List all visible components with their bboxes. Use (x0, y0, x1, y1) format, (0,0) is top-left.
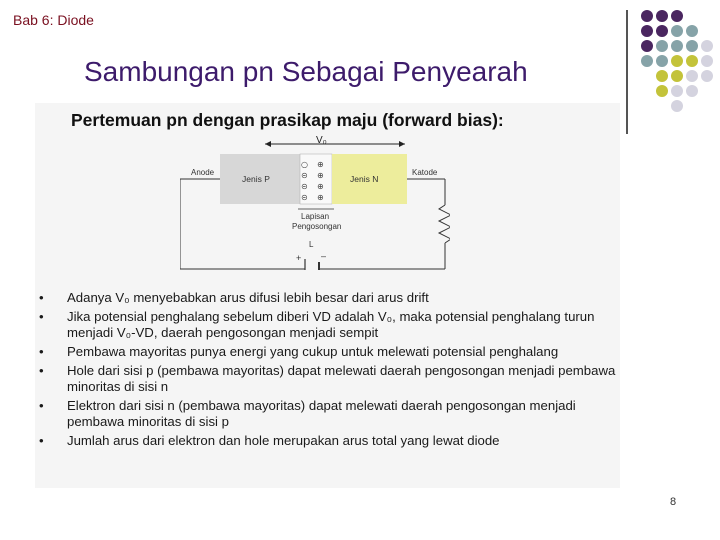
cathode-label: Katode (412, 168, 438, 177)
bullet-text: Adanya V₀ menyebabkan arus difusi lebih besar dari arus drift (67, 290, 429, 305)
voltage-arrow-left-head (265, 141, 271, 147)
bullet-mark: • (39, 309, 44, 324)
bullet-mark: • (39, 433, 44, 448)
voltage-label: V₀ (316, 135, 327, 146)
bullet-item (35, 398, 620, 430)
battery-minus-label: – (321, 251, 327, 261)
bullet-text: Hole dari sisi p (pembawa mayoritas) dapat melewati daerah pengosongan menjadi pembawa minoritas di sisi n (67, 363, 616, 394)
svg-text:⊕: ⊕ (317, 182, 324, 191)
decorative-dot (656, 25, 668, 37)
svg-text:⊝: ⊝ (301, 182, 308, 191)
chapter-label: Bab 6: Diode (13, 12, 94, 28)
decorative-dot (701, 55, 713, 67)
anode-label: Anode (191, 168, 215, 177)
decorative-dot (671, 55, 683, 67)
page-number: 8 (670, 496, 677, 508)
decorative-dot (641, 40, 653, 52)
bullet-item (35, 363, 620, 395)
current-label: L (309, 240, 314, 249)
decorative-dot (656, 55, 668, 67)
svg-text:⊕: ⊕ (317, 171, 324, 180)
bullet-list (35, 290, 620, 452)
decorative-dot (686, 25, 698, 37)
scanned-content-image (35, 103, 620, 488)
section-heading: Pertemuan pn dengan prasikap maju (forward bias): (71, 110, 504, 130)
divider-line (626, 10, 628, 134)
depletion-label-line2: Pengosongan (292, 222, 342, 231)
decorative-dot (656, 85, 668, 97)
n-type-label: Jenis N (350, 174, 379, 184)
decorative-dot (671, 100, 683, 112)
bullet-mark: • (39, 290, 44, 305)
bullet-item (35, 290, 620, 306)
decorative-dot (701, 70, 713, 82)
bullet-mark: • (39, 363, 44, 378)
bullet-item (35, 344, 620, 360)
bullet-mark: • (39, 398, 44, 413)
bullet-text: Elektron dari sisi n (pembawa mayoritas) dapat melewati daerah pengosongan menjadi pembawa minoritas di sisi p (67, 398, 576, 429)
decorative-dot (686, 85, 698, 97)
svg-text:○: ○ (301, 160, 308, 169)
svg-text:⊕: ⊕ (317, 160, 324, 169)
slide-title: Sambungan pn Sebagai Penyearah (84, 56, 528, 87)
decorative-dot-grid (641, 10, 720, 120)
decorative-dot (671, 70, 683, 82)
decorative-dot (686, 40, 698, 52)
decorative-dot (671, 25, 683, 37)
decorative-dot (656, 10, 668, 22)
decorative-dot (686, 70, 698, 82)
decorative-dot (641, 10, 653, 22)
svg-text:⊝: ⊝ (301, 193, 308, 202)
decorative-dot (656, 70, 668, 82)
decorative-dot (671, 40, 683, 52)
bullet-text: Jika potensial penghalang sebelum diberi VD adalah V₀, maka potensial penghalang turun menjadi V₀-VD, daerah pengosongan menjadi sempit (67, 309, 595, 340)
decorative-dot (701, 40, 713, 52)
decorative-dot (686, 55, 698, 67)
svg-text:⊝: ⊝ (301, 171, 308, 180)
battery-plus-label: + (296, 253, 302, 263)
bullet-mark: • (39, 344, 44, 359)
depletion-label-line1: Lapisan (301, 212, 330, 221)
bullet-item (35, 309, 620, 341)
bullet-text: Jumlah arus dari elektron dan hole merupakan arus total yang lewat diode (67, 433, 500, 448)
bullet-text: Pembawa mayoritas punya energi yang cukup untuk melewati potensial penghalang (67, 344, 559, 359)
decorative-dot (671, 10, 683, 22)
voltage-arrow-right-head (399, 141, 405, 147)
bullet-item (35, 433, 620, 449)
decorative-dot (671, 85, 683, 97)
decorative-dot (641, 55, 653, 67)
p-type-label: Jenis P (242, 174, 270, 184)
resistor-icon (439, 205, 450, 243)
decorative-dot (656, 40, 668, 52)
pn-junction-diagram (180, 135, 450, 270)
decorative-dot (641, 25, 653, 37)
svg-text:⊕: ⊕ (317, 193, 324, 202)
